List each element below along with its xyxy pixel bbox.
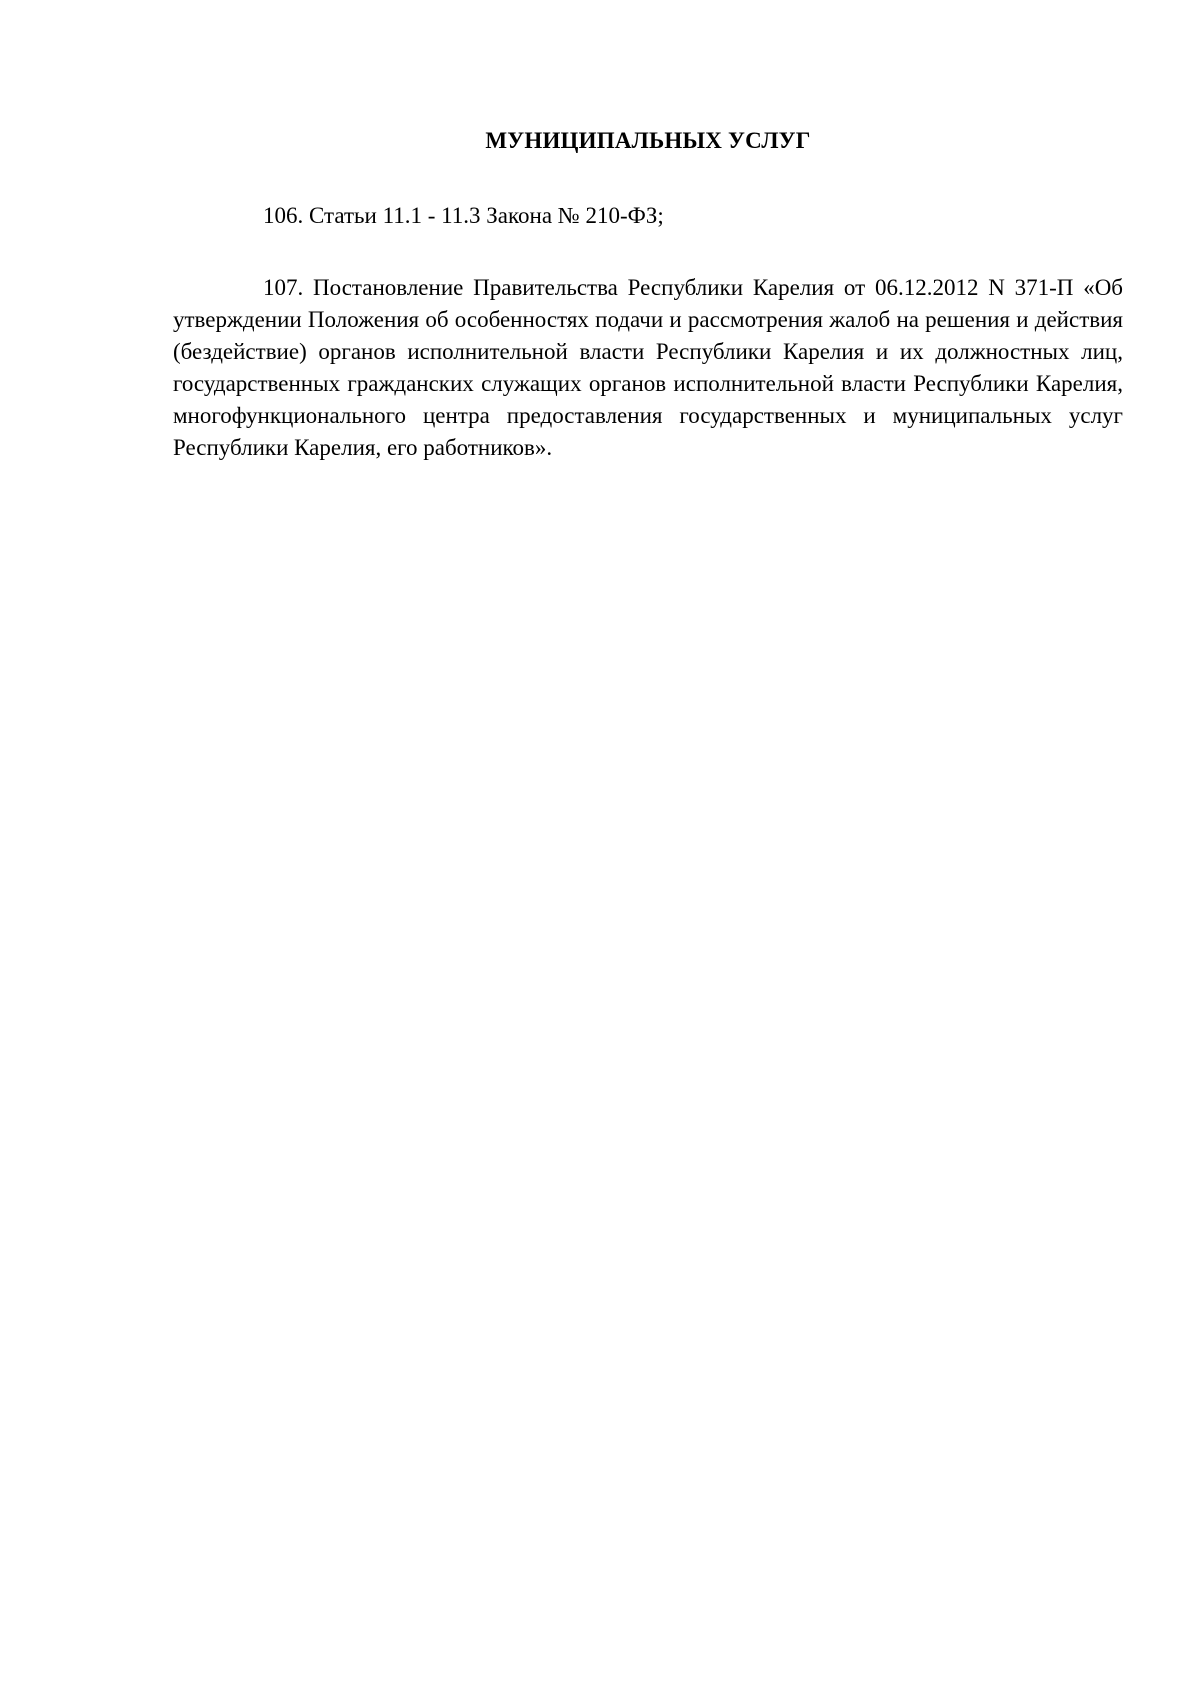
- document-body: [173, 126, 1123, 464]
- list-item-106: 106. Статьи 11.1 - 11.3 Закона № 210-ФЗ;: [263, 203, 664, 228]
- list-item-107: 107. Постановление Правительства Республики Карелия от 06.12.2012 N 371-П «Об утверждении Положения об особенностях подачи и рассмотрения жалоб на решения и действия (бездействие) органов исполнительной власти Республики Карелия и их должностных лиц, государственных гражданских служащих органов исполнительной власти Республики Карелия, многофункционального центра предоставления государственных и муниципальных услуг Республики Карелия, его работников».: [173, 275, 1123, 460]
- section-heading: МУНИЦИПАЛЬНЫХ УСЛУГ: [485, 128, 811, 153]
